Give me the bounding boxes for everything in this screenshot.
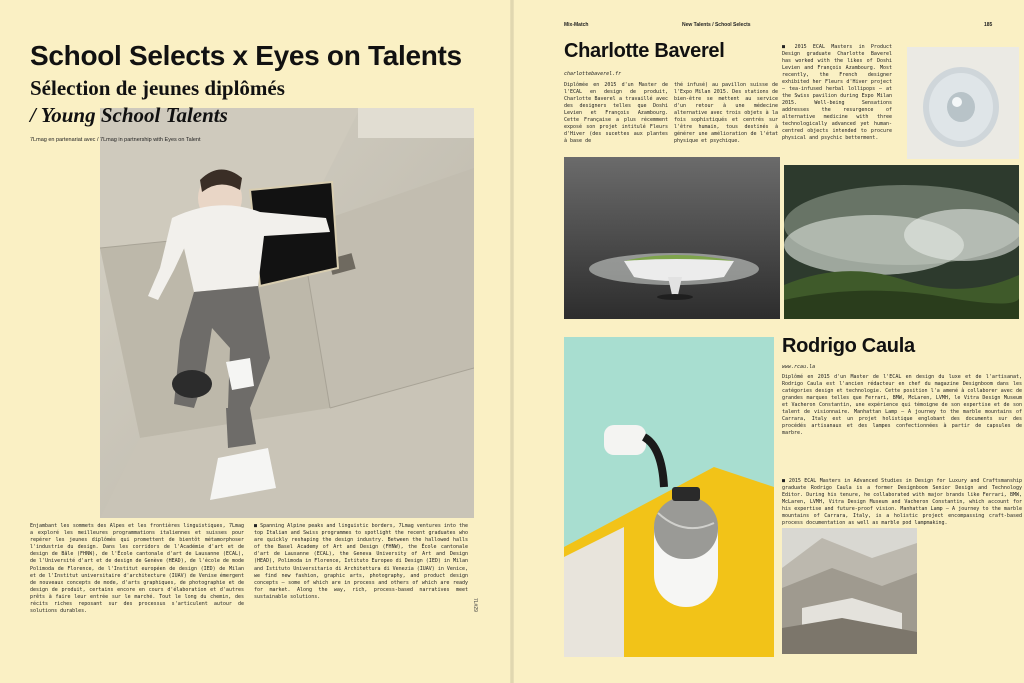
designer-website-charlotte[interactable]: charlottebaverel.fr — [564, 71, 622, 77]
fashion-photo — [100, 108, 474, 518]
bio-french-rodrigo: Diplômé en 2015 d'un Master de l'ECAL en design du luxe et de l'artisanat, Rodrigo Caula est l'ancien rédacteur en chef du magazine Designboom dans les catégories design et technologie. Cette position l'a amené à collaborer avec de grandes marques telles que Ferrari, BMW, McLaren, LVMH, le Vitra Design Museum et Vacheron Constantin, une expérience qui témoigne de son expertise et de son talent de visionnaire. Manhattan Lamp – A journey to the marble mountains of Carrara, Italy est un projet holistique englobant des documents sur des procédés artisanaux et des lampes confectionnées à partir de capsules de marbre. — [782, 374, 1022, 436]
bio-french-charlotte-part2: thé infusé) au pavillon suisse de l'Expo Milan 2015. Des stations de bien-être se mettent au service d'un retour à une médecine alternative avec trois objets à la fois sophistiqués et centrés sur l'être humain, tous destinés à générer une amélioration de l'état physique et psychique. — [674, 82, 778, 144]
partner-credit: 7Lmag en partenariat avec / 7Lmag in partnership with Eyes on Talent — [30, 137, 201, 143]
folio: 7L#29 — [472, 598, 478, 612]
designer-name-rodrigo: Rodrigo Caula — [782, 335, 915, 357]
intro-text-english: ■ Spanning Alpine peaks and linguistic borders, 7Lmag ventures into the top Italian and Swiss programmes to spotlight the recent graduates who are quickly reshaping the design industry. Between the hallowed halls of the Basel Academy of Art and Design (FHNW), the École cantonale d'art de Lausanne (ECAL), the Geneva University of Art and Design (HEAD), Polimoda in Florence, Istituto Europeo di Design (IED) in Milan and Istituto Universitario di Architettura di Venezia (IUAV) in Venice, we find new fashion, graphic arts, photography, and product design concepts – some of which are in process and others of which are ready for market. Along the way, rich, process-based narratives meet sustainable solutions. — [254, 523, 468, 600]
herbal-lollipop-photo — [564, 157, 780, 319]
subtitle-english: / Young School Talents — [30, 103, 228, 127]
right-page — [512, 0, 1024, 683]
bio-english-rodrigo: ■ 2015 ECAL Masters in Advanced Studies in Design for Luxury and Craftsmanship graduate Rodrigo Caula is a former Designboom Senior Design and Technology Editor. During his tenure, he collaborated with major brands like Ferrari, BMW, McLaren, LVMH, Vitra Design Museum and Vacheron Constantin, which account for his expertise and future-proof vision. Manhattan Lamp – A journey to the marble mountains of Carrara, Italy, is a holistic project encompassing craft-based process documentation as well as marble pod lampmaking. — [782, 478, 1022, 526]
page-number: 185 — [984, 22, 993, 28]
marble-quarry-photo — [782, 528, 917, 654]
page-title: School Selects x Eyes on Talents — [30, 40, 462, 71]
glass-object-photo — [907, 47, 1019, 159]
intro-text-french: Enjambant les sommets des Alpes et les frontières linguistiques, 7Lmag a exploré les meilleures programmations italiennes et suisses pour repérer les jeunes diplômés qui promettent de bientôt métamorphoser l'industrie du design. Dans les corridors de l'Académie d'art et de design de Bâle (FHNW), de l'École cantonale d'art de Lausanne (ECAL), de l'Université d'art et de design de Genève (HEAD), de l'école de mode Polimoda de Florence, de l'Institut européen de design (IED) de Milan et de l'Institut universitaire d'architecture (IUAV) de Venise émergent de nouveaux concepts de mode, d'arts graphiques, de photographie et de design de produit, certains encore en cours d'élaboration et d'autres prêts à faire leur entrée sur le marché. Tout le long du chemin, des récits riches reposant sur des processus s'articulent autour de solutions durables. — [30, 523, 244, 615]
bio-french-charlotte-part1: Diplômée en 2015 d'un Master de l'ECAL en design de produit, Charlotte Baverel a travaillé avec des designers telles que Doshi Levien et François Azambourg. Cette Française a plus récemment exposé son projet intitulé Fleurs d'Hiver (des sucettes aux plantes à base de — [564, 82, 668, 144]
misty-moss-photo — [784, 165, 1019, 319]
bio-english-charlotte: ■ 2015 ECAL Masters in Product Design graduate Charlotte Baverel has worked with the likes of Doshi Levien and François Azambourg. Most recently, the French designer exhibited her Fleurs d'Hiver project – tea-infused herbal lollipops – at the Swiss pavilion during Expo Milan 2015. Well-being Sensations addresses the resurgence of alternative medicine with three technologically advanced yet human-centred objects intended to procure physical and psychic betterment. — [782, 44, 892, 141]
running-head-title: New Talents / School Selects — [682, 22, 751, 28]
running-head-section: Mix-Match — [564, 22, 589, 28]
subtitle-french: Sélection de jeunes diplômés — [30, 76, 285, 100]
marble-lamp-photo — [564, 337, 774, 657]
designer-name-charlotte: Charlotte Baverel — [564, 40, 725, 62]
designer-website-rodrigo[interactable]: www.rcau.la — [782, 364, 816, 370]
